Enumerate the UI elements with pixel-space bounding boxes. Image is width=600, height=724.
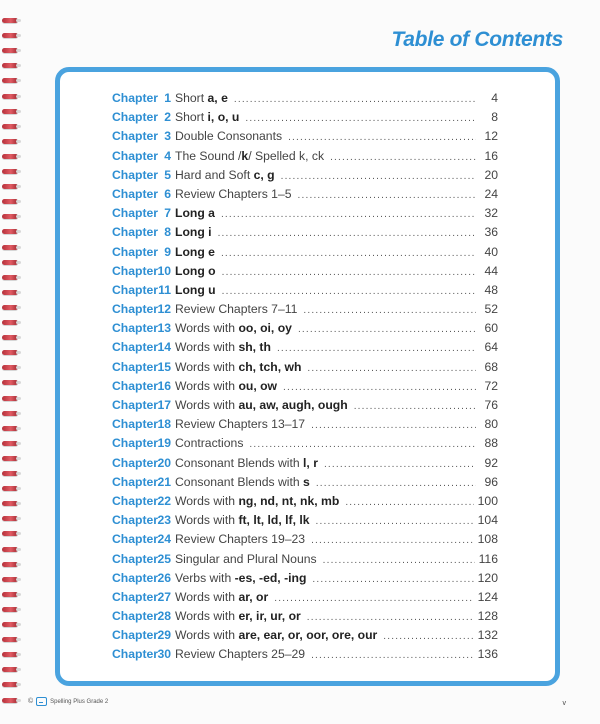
dot-leader <box>311 646 474 665</box>
chapter-number: 28 <box>157 609 171 624</box>
chapter-label: Chapter <box>112 398 159 412</box>
chapter-number: 27 <box>157 589 171 604</box>
topic-spelling-pattern: a, e <box>207 91 228 105</box>
chapter-topic <box>175 377 277 396</box>
dot-leader <box>221 205 476 224</box>
chapter-topic <box>175 588 268 607</box>
topic-spelling-pattern: Long i <box>175 225 212 240</box>
spiral-coil <box>2 441 18 446</box>
spiral-coil <box>2 290 18 295</box>
spiral-coil <box>2 94 18 99</box>
page-ref: 128 <box>477 609 498 624</box>
toc-row <box>112 243 498 262</box>
spiral-coil <box>2 169 18 174</box>
page-ref: 80 <box>484 417 498 432</box>
chapter-label: Chapter <box>112 417 159 432</box>
topic-text: Review Chapters 25–29 <box>175 647 306 662</box>
chapter-topic <box>175 166 275 185</box>
topic-text: Words with <box>175 321 239 336</box>
chapter-label: Chapter <box>112 110 159 125</box>
topic-spelling-pattern: -es, -ed, -ing <box>234 570 307 585</box>
spiral-coil <box>2 335 18 340</box>
chapter-number: 1 <box>164 91 171 105</box>
chapter-label: Chapter <box>112 474 159 489</box>
topic-text: Short <box>175 91 208 105</box>
spiral-coil <box>2 63 18 68</box>
spiral-coil <box>2 667 18 672</box>
spiral-coil <box>2 396 18 401</box>
chapter-topic <box>175 473 310 492</box>
chapter-label: Chapter <box>112 321 159 336</box>
dot-leader <box>283 378 476 397</box>
chapter-label: Chapter <box>112 493 159 508</box>
topic-text-suffix: / Spelled k, ck <box>248 148 325 163</box>
page-ref: 96 <box>484 474 498 489</box>
page-ref: 8 <box>491 110 498 125</box>
chapter-topic <box>175 530 305 549</box>
chapter-number: 4 <box>164 148 171 163</box>
chapter-label: Chapter <box>112 129 159 144</box>
page-number: v <box>562 700 566 707</box>
dot-leader <box>222 282 476 301</box>
spiral-coil <box>2 199 18 204</box>
spiral-coil <box>2 78 18 83</box>
toc-row <box>112 569 498 588</box>
topic-text: Words with <box>175 628 239 643</box>
topic-text: Review Chapters 1–5 <box>175 186 292 201</box>
chapter-number: 17 <box>157 398 171 412</box>
toc-row <box>112 319 498 338</box>
chapter-label: Chapter <box>112 225 159 240</box>
chapter-number: 6 <box>164 186 171 201</box>
toc-row <box>112 377 498 396</box>
spiral-coil <box>2 456 18 461</box>
page-ref: 92 <box>484 455 498 470</box>
dot-leader <box>298 320 476 339</box>
chapter-topic <box>175 223 212 242</box>
chapter-label: Chapter <box>112 513 159 528</box>
chapter-label: Chapter <box>112 206 159 221</box>
chapter-number: 14 <box>157 340 171 355</box>
topic-text: Singular and Plural Nouns <box>175 551 317 566</box>
page-ref: 40 <box>484 244 498 259</box>
spiral-coil <box>2 471 18 476</box>
chapter-topic <box>175 89 228 108</box>
spiral-coil <box>2 547 18 552</box>
spiral-coil <box>2 426 18 431</box>
topic-spelling-pattern: sh, th <box>238 340 271 355</box>
dot-leader <box>298 186 476 205</box>
topic-spelling-pattern: c, g <box>253 167 275 182</box>
footer <box>28 697 108 706</box>
topic-spelling-pattern: Long e <box>175 244 215 259</box>
topic-spelling-pattern: ng, nd, nt, nk, mb <box>238 493 340 508</box>
chapter-label: Chapter <box>112 551 159 566</box>
chapter-topic <box>175 626 377 645</box>
dot-leader <box>234 90 476 109</box>
page-ref: 108 <box>477 532 498 547</box>
toc-row <box>112 434 498 453</box>
chapter-number: 30 <box>157 647 171 662</box>
page-ref: 36 <box>484 225 498 240</box>
dot-leader <box>330 148 476 167</box>
spiral-coil <box>2 486 18 491</box>
spiral-coil <box>2 245 18 250</box>
page-ref: 20 <box>484 167 498 182</box>
chapter-label: Chapter <box>112 628 159 643</box>
toc-row <box>112 645 498 664</box>
spiral-coil <box>2 48 18 53</box>
chapter-topic <box>175 511 310 530</box>
chapter-number: 22 <box>157 493 171 508</box>
topic-text: Hard and Soft <box>175 167 254 182</box>
spiral-coil <box>2 184 18 189</box>
chapter-topic <box>175 607 301 626</box>
spiral-coil <box>2 305 18 310</box>
toc-row <box>112 492 498 511</box>
chapter-topic <box>175 550 317 569</box>
chapter-label: Chapter <box>112 148 159 163</box>
page-ref: 24 <box>484 186 498 201</box>
dot-leader <box>274 589 473 608</box>
chapter-topic <box>175 319 292 338</box>
toc-row <box>112 223 498 242</box>
spiral-coil <box>2 214 18 219</box>
page-title: Table of Contents <box>391 28 563 51</box>
page-ref: 52 <box>484 302 498 317</box>
chapter-number: 20 <box>157 455 171 470</box>
chapter-number: 7 <box>164 206 171 221</box>
spiral-coil <box>2 275 18 280</box>
chapter-topic <box>175 492 339 511</box>
dot-leader <box>323 551 475 570</box>
page-ref: 72 <box>484 378 498 393</box>
chapter-number: 29 <box>157 628 171 643</box>
toc-row <box>112 338 498 357</box>
page-ref: 132 <box>477 628 498 643</box>
spiral-coil <box>2 411 18 416</box>
page-ref: 64 <box>484 340 498 355</box>
chapter-topic <box>175 569 306 588</box>
spiral-coil <box>2 380 18 385</box>
topic-text: Review Chapters 7–11 <box>175 302 298 317</box>
spiral-coil <box>2 260 18 265</box>
toc-row <box>112 473 498 492</box>
chapter-label: Chapter <box>112 302 159 317</box>
chapter-label: Chapter <box>112 91 159 105</box>
spiral-coil <box>2 607 18 612</box>
chapter-label: Chapter <box>112 186 159 201</box>
chapter-number: 15 <box>157 359 171 374</box>
spiral-coil <box>2 33 18 38</box>
spiral-coil <box>2 652 18 657</box>
page-ref: 68 <box>484 359 498 374</box>
dot-leader <box>218 224 476 243</box>
topic-spelling-pattern: ch, tch, wh <box>238 359 302 374</box>
page-ref: 120 <box>477 570 498 585</box>
topic-spelling-pattern: Long u <box>175 282 216 297</box>
topic-spelling-pattern: ou, ow <box>238 378 278 393</box>
chapter-label: Chapter <box>112 455 159 470</box>
topic-text: Words with <box>175 359 239 374</box>
chapter-label: Chapter <box>112 378 159 393</box>
topic-text: Words with <box>175 609 239 624</box>
chapter-label: Chapter <box>112 532 159 547</box>
chapter-topic <box>175 300 297 319</box>
chapter-number: 13 <box>157 321 171 336</box>
dot-leader <box>221 244 476 263</box>
topic-spelling-pattern: oo, oi, oy <box>238 321 292 336</box>
page-ref: 12 <box>484 129 498 144</box>
spiral-coil <box>2 592 18 597</box>
spiral-coil <box>2 622 18 627</box>
chapter-label: Chapter <box>112 436 159 451</box>
topic-text: Review Chapters 13–17 <box>175 417 306 432</box>
page-ref: 116 <box>478 551 498 566</box>
page-ref: 60 <box>484 321 498 336</box>
toc-row <box>112 89 498 108</box>
dot-leader <box>303 301 476 320</box>
spiral-coil <box>2 516 18 521</box>
toc-row <box>112 185 498 204</box>
chapter-topic <box>175 396 348 415</box>
dot-leader <box>288 128 476 147</box>
topic-text: Words with <box>175 589 239 604</box>
topic-text: Verbs with <box>175 570 235 585</box>
dot-leader <box>307 608 474 627</box>
chapter-label: Chapter <box>112 359 159 374</box>
page-ref: 100 <box>477 493 498 508</box>
chapter-number: 24 <box>157 532 171 547</box>
chapter-label: Chapter <box>112 263 159 278</box>
toc-row <box>112 415 498 434</box>
toc-row <box>112 607 498 626</box>
topic-text: Words with <box>175 513 239 528</box>
chapter-number: 23 <box>157 513 171 528</box>
spiral-coil <box>2 350 18 355</box>
page-ref: 4 <box>491 91 498 105</box>
dot-leader <box>354 397 476 416</box>
chapter-topic <box>175 127 282 146</box>
dot-leader <box>307 359 476 378</box>
chapter-topic <box>175 204 215 223</box>
spiral-coil <box>2 320 18 325</box>
chapter-label: Chapter <box>112 167 159 182</box>
dot-leader <box>281 167 476 186</box>
chapter-topic <box>175 147 324 166</box>
toc-row <box>112 300 498 319</box>
toc-row <box>112 147 498 166</box>
chapter-label: Chapter <box>112 244 159 259</box>
toc-row <box>112 281 498 300</box>
spiral-coil <box>2 501 18 506</box>
topic-text: Review Chapters 19–23 <box>175 532 306 547</box>
chapter-number: 3 <box>164 129 171 144</box>
toc-row <box>112 108 498 127</box>
spiral-coil <box>2 109 18 114</box>
toc-row <box>112 127 498 146</box>
topic-text: Contractions <box>175 436 244 451</box>
spiral-coil <box>2 682 18 687</box>
toc-row <box>112 166 498 185</box>
topic-text: Words with <box>175 493 239 508</box>
dot-leader <box>311 531 474 550</box>
chapter-number: 9 <box>164 244 171 259</box>
topic-spelling-pattern: ft, lt, ld, lf, lk <box>238 513 310 528</box>
chapter-number: 5 <box>164 167 171 182</box>
toc-row <box>112 454 498 473</box>
topic-spelling-pattern: Long a <box>175 206 215 221</box>
spiral-coil <box>2 154 18 159</box>
page-ref: 48 <box>484 282 498 297</box>
chapter-label: Chapter <box>112 282 159 297</box>
chapter-number: 8 <box>164 225 171 240</box>
chapter-number: 19 <box>157 436 171 451</box>
chapter-number: 12 <box>157 302 171 317</box>
chapter-label: Chapter <box>112 340 159 355</box>
chapter-label: Chapter <box>112 609 159 624</box>
chapter-topic <box>175 434 243 453</box>
spiral-coil <box>2 18 18 23</box>
toc-row <box>112 530 498 549</box>
topic-text: Words with <box>175 340 239 355</box>
page-ref: 32 <box>484 206 498 221</box>
dot-leader <box>245 109 476 128</box>
spiral-coil <box>2 637 18 642</box>
chapter-number: 10 <box>157 263 171 278</box>
dot-leader <box>383 627 473 646</box>
copyright-symbol: © <box>28 698 34 705</box>
topic-text: Words with <box>175 398 239 412</box>
chapter-label: Chapter <box>112 589 159 604</box>
topic-spelling-pattern: Long o <box>175 263 216 278</box>
spiral-coil <box>2 531 18 536</box>
chapter-topic <box>175 415 305 434</box>
chapter-number: 16 <box>157 378 171 393</box>
topic-spelling-pattern: k <box>241 148 249 163</box>
dot-leader <box>249 435 476 454</box>
chapter-number: 25 <box>157 551 171 566</box>
topic-spelling-pattern: au, aw, augh, ough <box>238 398 348 412</box>
page-ref: 124 <box>477 589 498 604</box>
chapter-number: 2 <box>164 110 171 125</box>
topic-spelling-pattern: are, ear, or, oor, ore, our <box>238 628 378 643</box>
dot-leader <box>277 339 476 358</box>
chapter-label: Chapter <box>112 647 159 662</box>
topic-text: Words with <box>175 378 239 393</box>
spiral-coil <box>2 365 18 370</box>
toc-row <box>112 396 498 415</box>
chapter-number: 11 <box>158 282 171 297</box>
topic-spelling-pattern: s <box>303 474 310 489</box>
topic-text: The Sound / <box>175 148 242 163</box>
topic-text: Consonant Blends with <box>175 455 304 470</box>
chapter-topic <box>175 262 216 281</box>
dot-leader <box>316 512 474 531</box>
spiral-coil <box>2 139 18 144</box>
chapter-number: 26 <box>157 570 171 585</box>
contents-list <box>112 89 498 665</box>
dot-leader <box>345 493 473 512</box>
page-ref: 88 <box>484 436 498 451</box>
topic-spelling-pattern: l, r <box>303 455 318 470</box>
page-ref: 76 <box>484 398 498 412</box>
page-ref: 16 <box>484 148 498 163</box>
page-ref: 44 <box>484 263 498 278</box>
book-logo-icon <box>36 697 47 706</box>
chapter-topic <box>175 338 271 357</box>
spiral-binding <box>0 18 26 708</box>
topic-spelling-pattern: er, ir, ur, or <box>238 609 301 624</box>
toc-row <box>112 626 498 645</box>
toc-row <box>112 358 498 377</box>
chapter-topic <box>175 108 239 127</box>
toc-row <box>112 588 498 607</box>
chapter-topic <box>175 281 216 300</box>
topic-text: Short <box>175 110 208 125</box>
toc-row <box>112 511 498 530</box>
chapter-number: 18 <box>157 417 171 432</box>
spiral-coil <box>2 562 18 567</box>
spiral-coil <box>2 229 18 234</box>
chapter-topic <box>175 454 318 473</box>
book-name: Spelling Plus Grade 2 <box>50 698 109 705</box>
toc-row <box>112 550 498 569</box>
chapter-topic <box>175 645 305 664</box>
dot-leader <box>312 570 473 589</box>
topic-spelling-pattern: ar, or <box>238 589 269 604</box>
chapter-topic <box>175 243 215 262</box>
spiral-coil <box>2 124 18 129</box>
toc-row <box>112 262 498 281</box>
spiral-coil <box>2 577 18 582</box>
spiral-coil <box>2 698 18 703</box>
chapter-topic <box>175 185 292 204</box>
chapter-label: Chapter <box>112 570 159 585</box>
chapter-topic <box>175 358 301 377</box>
page-ref: 104 <box>477 513 498 528</box>
topic-spelling-pattern: i, o, u <box>207 110 240 125</box>
dot-leader <box>311 416 476 435</box>
topic-text: Double Consonants <box>175 129 283 144</box>
chapter-number: 21 <box>157 474 171 489</box>
dot-leader <box>222 263 476 282</box>
page-ref: 136 <box>477 647 498 662</box>
dot-leader <box>324 455 476 474</box>
dot-leader <box>316 474 476 493</box>
toc-row <box>112 204 498 223</box>
topic-text: Consonant Blends with <box>175 474 304 489</box>
